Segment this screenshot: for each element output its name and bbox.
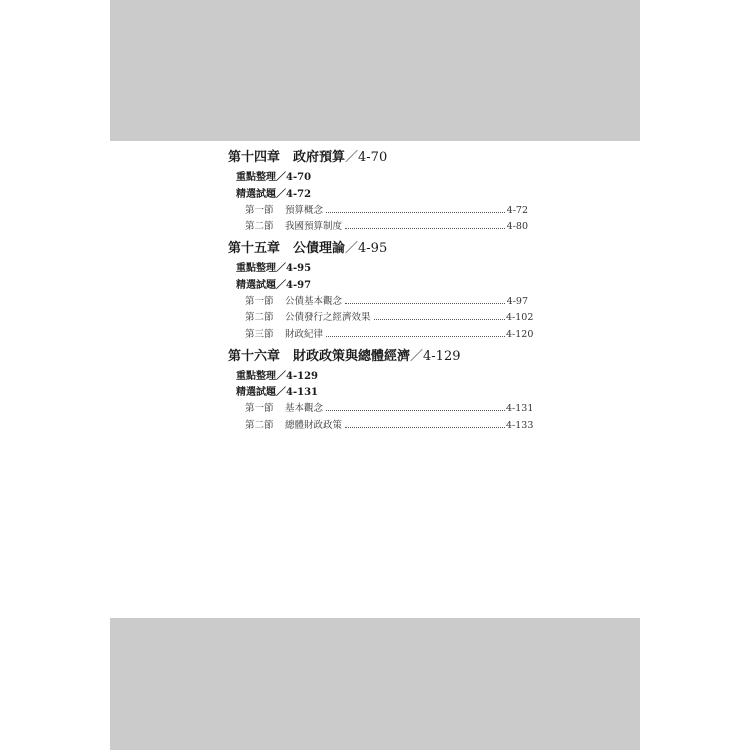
chapter-14 [228, 147, 528, 235]
entry-page: 4-133 [506, 419, 534, 431]
dot-leader [374, 319, 505, 320]
entry-page: 4-97 [506, 295, 528, 307]
toc-entry [228, 326, 534, 343]
section-title: 精選試題／4-97 [236, 279, 312, 291]
dot-leader [326, 410, 505, 411]
section-summary [228, 368, 528, 385]
dot-leader [345, 427, 505, 428]
entry-label: 第二節 [245, 312, 274, 324]
entry-name: 我國預算制度 [285, 221, 343, 233]
chapter-heading [228, 238, 528, 260]
toc-entry [228, 293, 528, 310]
chapter-heading [228, 147, 528, 169]
toc-entry [228, 202, 528, 219]
toc-entry [228, 219, 528, 236]
chapter-15 [228, 238, 534, 343]
top-gray-band [110, 0, 640, 141]
chapter-16 [228, 346, 534, 434]
toc-entry [228, 310, 534, 327]
dot-leader [326, 212, 505, 213]
toc-entry [228, 401, 534, 418]
bottom-gray-band [110, 618, 640, 750]
section-title: 重點整理／4-70 [236, 172, 312, 183]
entry-page: 4-131 [506, 403, 534, 415]
section-summary [228, 260, 528, 277]
entry-name: 公債發行之經濟效果 [285, 312, 371, 324]
section-exercises [228, 384, 528, 401]
entry-name: 基本觀念 [285, 403, 324, 415]
entry-page: 4-80 [506, 221, 528, 233]
section-title: 重點整理／4-129 [236, 370, 318, 382]
chapter-page: ／4-95 [345, 241, 388, 256]
entry-name: 預算概念 [285, 204, 324, 216]
entry-label: 第二節 [245, 419, 274, 431]
entry-page: 4-72 [506, 204, 528, 216]
chapter-heading [228, 346, 528, 368]
dot-leader [345, 228, 505, 229]
table-of-contents [228, 147, 534, 437]
dot-leader [326, 336, 505, 337]
chapter-title: 第十五章 公債理論 [228, 241, 346, 256]
entry-name: 財政紀律 [285, 328, 324, 340]
entry-page: 4-120 [506, 328, 534, 340]
entry-name: 公債基本觀念 [285, 295, 343, 307]
entry-label: 第一節 [245, 295, 274, 307]
entry-label: 第一節 [245, 204, 274, 216]
section-title: 重點整理／4-95 [236, 263, 312, 274]
entry-label: 第一節 [245, 403, 274, 415]
dot-leader [345, 303, 505, 304]
section-exercises [228, 277, 528, 294]
section-exercises [228, 186, 528, 203]
chapter-page: ／4-129 [410, 348, 461, 364]
section-title: 精選試題／4-72 [236, 188, 312, 200]
entry-label: 第三節 [245, 328, 274, 340]
toc-entry [228, 417, 534, 434]
chapter-title: 第十六章 財政政策與總體經濟 [228, 348, 411, 364]
entry-label: 第二節 [245, 221, 274, 233]
section-summary [228, 169, 528, 186]
chapter-page: ／4-70 [345, 150, 388, 165]
entry-name: 總體財政政策 [285, 419, 343, 431]
entry-page: 4-102 [506, 312, 534, 324]
section-title: 精選試題／4-131 [236, 387, 318, 398]
chapter-title: 第十四章 政府預算 [228, 150, 346, 165]
